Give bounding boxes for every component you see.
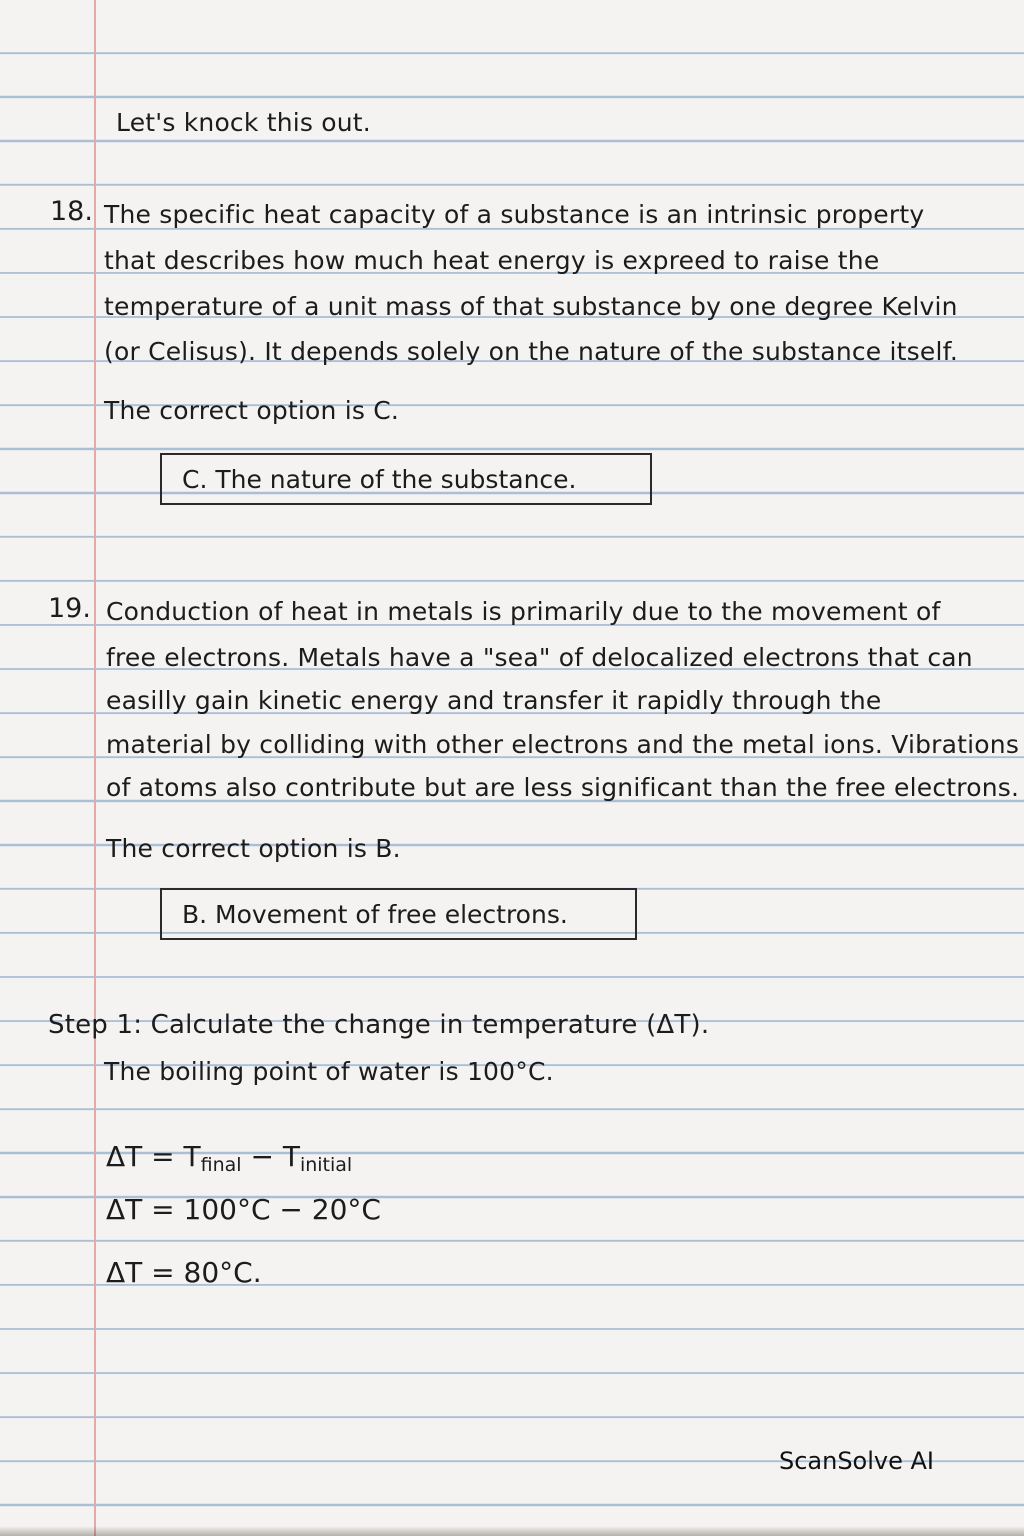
q18-line-4: (or Celisus). It depends solely on the nature of the substance itself. — [104, 337, 958, 366]
scansolve-watermark: ScanSolve AI — [778, 1447, 934, 1475]
q18-line-1: The specific heat capacity of a substance is an intrinsic property — [104, 200, 925, 229]
eq1-sub-initial: initial — [299, 1154, 353, 1176]
q19-line-3: easilly gain kinetic energy and transfer it rapidly through the — [106, 686, 882, 715]
q19-line-4: material by colliding with other electrons and the metal ions. Vibrations — [106, 730, 1020, 759]
q19-line-2: free electrons. Metals have a "sea" of delocalized electrons that can — [106, 643, 973, 672]
page-bottom-edge — [0, 1526, 1024, 1536]
q18-answer-box: C. The nature of the substance. — [160, 453, 652, 505]
step-1-heading: Step 1: Calculate the change in temperature (ΔT). — [48, 1010, 710, 1040]
q19-line-1: Conduction of heat in metals is primarily due to the movement of — [106, 597, 941, 626]
step-1-note: The boiling point of water is 100°C. — [104, 1057, 554, 1086]
q19-line-5: of atoms also contribute but are less significant than the free electrons. — [106, 773, 1020, 802]
question-18-number: 18. — [50, 196, 93, 227]
eq1-sub-final: final — [200, 1154, 242, 1176]
q19-correct-option: The correct option is B. — [106, 834, 401, 863]
equation-delta-t-definition — [106, 1140, 352, 1182]
q19-answer-box: B. Movement of free electrons. — [160, 888, 637, 940]
q18-line-2: that describes how much heat energy is expreed to raise the — [104, 246, 880, 275]
question-19-number: 19. — [48, 593, 91, 624]
q18-correct-option: The correct option is C. — [104, 396, 400, 425]
intro-text: Let's knock this out. — [116, 108, 371, 137]
eq1-mid: − T — [241, 1140, 300, 1173]
equation-delta-t-values: ΔT = 100°C − 20°C — [106, 1193, 381, 1226]
q18-line-3: temperature of a unit mass of that substance by one degree Kelvin — [104, 292, 958, 321]
margin-line — [94, 0, 96, 1536]
eq1-lhs: ΔT = T — [106, 1140, 201, 1173]
equation-delta-t-result: ΔT = 80°C. — [106, 1256, 262, 1289]
